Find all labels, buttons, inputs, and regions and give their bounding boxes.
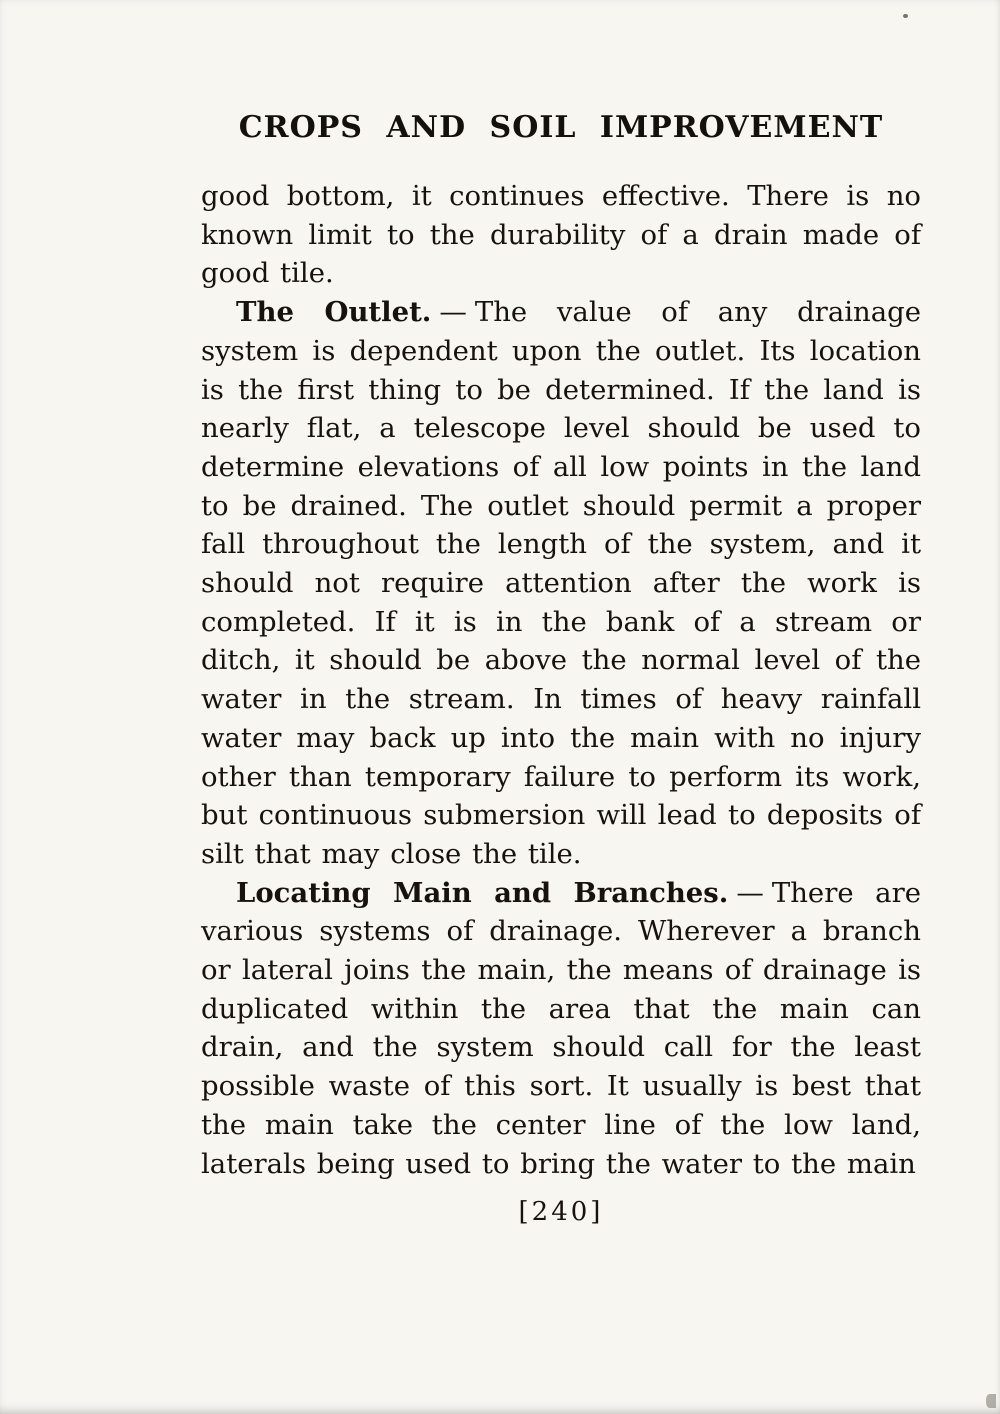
scan-artifact-corner [986,1394,996,1408]
page-header-title: CROPS AND SOIL IMPROVEMENT [238,110,884,145]
scan-artifact-speck [903,14,908,18]
page-content [201,0,921,1227]
em-dash: — [439,296,467,329]
page-number: [240] [518,1197,604,1228]
paragraph [201,177,921,293]
paragraph-text: There are various systems of drainage. Wherever a branch or lateral joins the main, the means of drainage is duplicated within the area that the main can drain, and the system should call for the least possible waste of this sort. It usually is best that the main take the center line of the low land, laterals being used to bring the water to the main [201,876,921,1180]
paragraph-text: The value of any drainage system is dependent upon the outlet. Its location is the first thing to be determined. If the land is nearly flat, a telescope level should be used to determine elevations of all low points in the land to be drained. The outlet should permit a proper fall throughout the length of the system, and it should not require attention after the work is completed. If it is in the bank of a stream or ditch, it should be above the normal level of the water in the stream. In times of heavy rainfall water may back up into the main with no injury other than temporary failure to perform its work, but continuous submersion will lead to deposits of silt that may close the tile. [201,296,921,870]
paragraph-text: good bottom, it continues effective. There is no known limit to the durability of a drain made of good tile. [201,180,921,290]
paragraph-lead: Locating Main and Branches. [236,876,729,909]
paragraph [201,874,921,1184]
em-dash: — [736,876,764,909]
paragraph-lead: The Outlet. [236,296,432,329]
paragraph [201,293,921,874]
